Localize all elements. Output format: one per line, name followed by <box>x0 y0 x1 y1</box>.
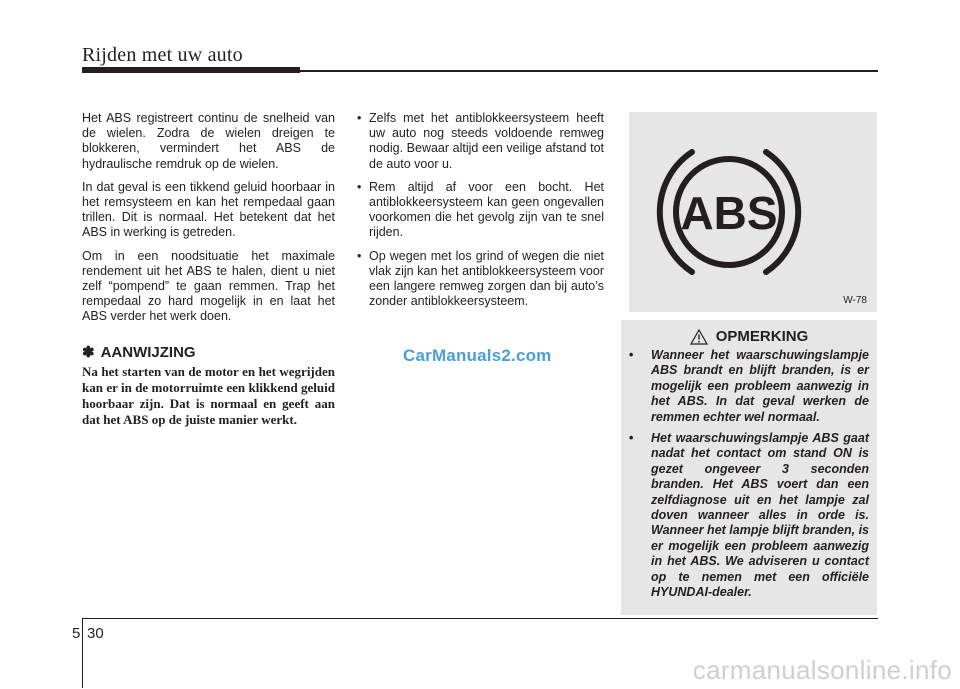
header-rule-thick <box>82 67 300 73</box>
note-header <box>621 328 877 345</box>
aanwijzing-text: Na het starten van de motor en het wegrijden kan er in de motorruimte een klikkend geluid hoorbaar zijn. Dat is normaal en geeft aan dat het ABS op de juiste manier werkt. <box>82 363 335 427</box>
list-item: • Rem altijd af voor een bocht. Het antiblokkeersysteem kan geen ongevallen voorkomen die het gevolg zijn van te snel rijden. <box>356 180 604 241</box>
figure-code: W-78 <box>843 295 867 306</box>
note-list <box>629 348 869 607</box>
note-box <box>621 320 877 615</box>
paragraph: In dat geval is een tikkend geluid hoorbaar in het remsysteem en kan het rempedaal gaan trillen. Dit is normaal. Het betekent dat het ABS in werking is getreden. <box>82 179 335 240</box>
abs-figure <box>629 112 877 312</box>
paragraph: Het ABS registreert continu de snelheid van de wielen. Zodra de wielen dreigen te blokkeren, vermindert het ABS de hydraulische remdruk op de wielen. <box>82 111 335 171</box>
bullet-list <box>356 111 604 309</box>
note-item: • Wanneer het waarschuwingslampje ABS brandt en blijft branden, is er mogelijk een probleem aanwezig in het ABS. In dat geval werken de remmen echter wel normaal. <box>629 348 869 425</box>
star-icon: ✽ <box>82 343 95 361</box>
abs-indicator-text: ABS <box>680 187 778 239</box>
page-header-title: Rijden met uw auto <box>82 44 243 66</box>
page-number: 30 <box>87 625 104 642</box>
abs-warning-lamp-icon <box>629 112 877 312</box>
note-heading: OPMERKING <box>715 328 809 345</box>
footer-divider <box>82 618 83 688</box>
footer-watermark: carmanualsonline.info <box>692 655 952 685</box>
note-item: • Het waarschuwingslampje ABS gaat nadat het contact om stand ON is gezet ongeveer 3 seconden branden. Het ABS voert dan een zelfdiagnose uit en het lampje zal doven wanneer alles in orde is. Wanneer het lampje blijft branden, is er mogelijk een probleem aanwezig in het ABS. We adviseren u contact op te nemen met een officiële HYUNDAI-dealer. <box>629 431 869 600</box>
watermark-link[interactable]: CarManuals2.com <box>403 346 552 365</box>
section-number: 5 <box>72 625 81 642</box>
list-item: • Op wegen met los grind of wegen die niet vlak zijn kan het antiblokkeersysteem voor een langere remweg zorgen dan bij auto’s zonder antiblokkeersysteem. <box>356 249 604 310</box>
paragraph: Om in een noodsituatie het maximale rendement uit het ABS te halen, dient u niet zelf “pompend” te gaan remmen. Trap het rempedaal zo hard mogelijk in en laat het ABS verder het werk doen. <box>82 248 335 324</box>
warning-triangle-icon <box>690 329 708 345</box>
aanwijzing-heading <box>82 345 335 360</box>
header-rule-thin <box>300 70 878 72</box>
left-column <box>82 111 335 428</box>
list-item: • Zelfs met het antiblokkeersysteem heeft uw auto nog steeds voldoende remweg nodig. Bewaar altijd een veilige afstand tot de auto voor u. <box>356 111 604 172</box>
footer-rule <box>82 618 878 619</box>
middle-column <box>356 111 604 317</box>
aanwijzing-label: AANWIJZING <box>100 343 196 361</box>
